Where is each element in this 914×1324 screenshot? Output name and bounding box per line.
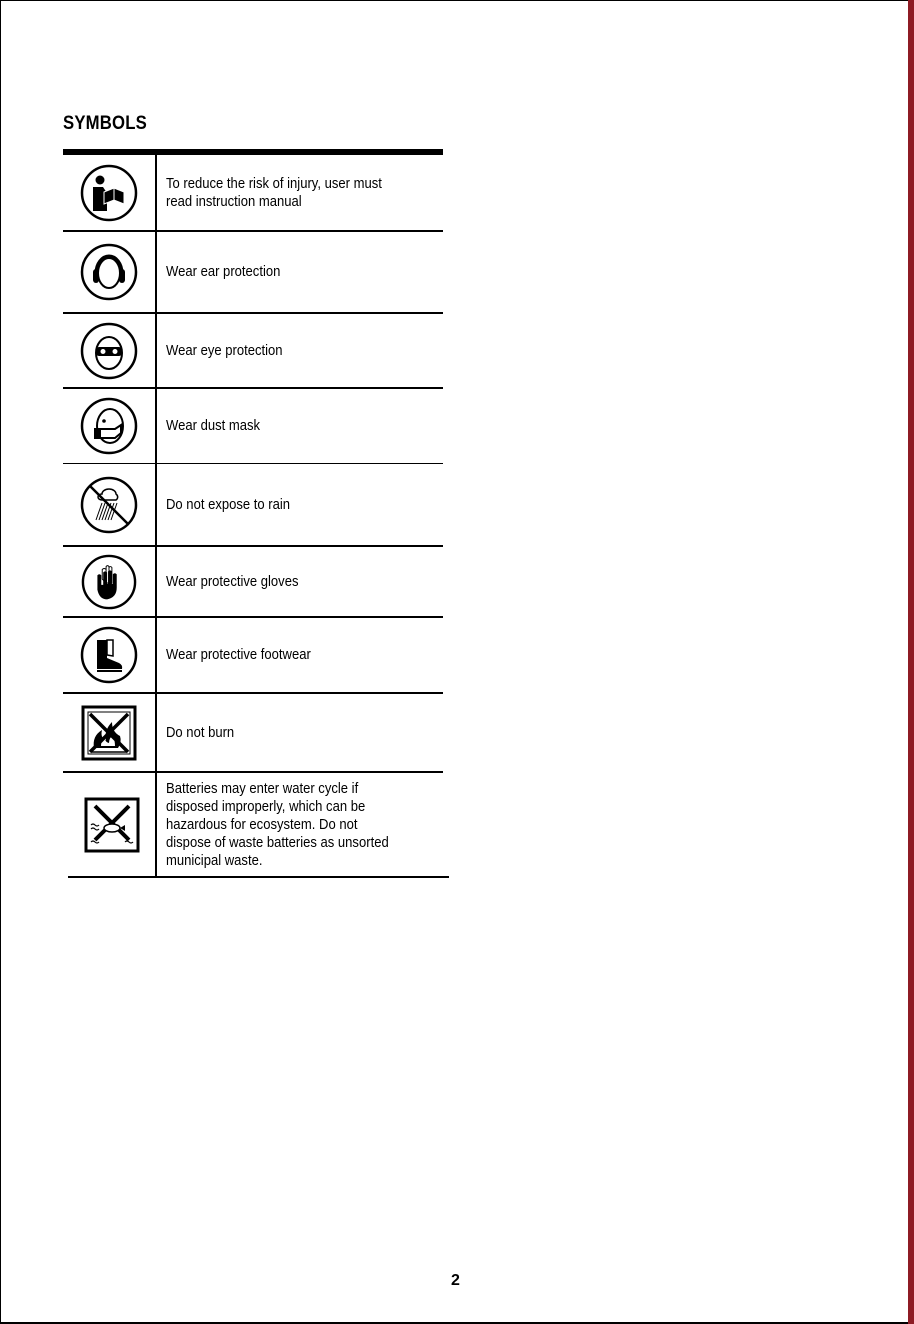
read-manual-icon — [80, 164, 138, 222]
symbol-row — [68, 773, 449, 878]
no-rain-icon — [80, 476, 138, 534]
symbol-row — [63, 547, 443, 618]
symbol-icon-cell — [63, 618, 157, 692]
symbol-icon-cell — [63, 389, 157, 463]
symbol-row — [63, 464, 443, 547]
symbol-row — [63, 618, 443, 694]
eye-protection-icon — [80, 322, 138, 380]
symbol-row — [63, 389, 443, 464]
page-number: 2 — [451, 1272, 460, 1289]
ear-protection-icon — [80, 243, 138, 301]
symbol-icon-cell — [63, 694, 157, 771]
symbol-row — [63, 155, 443, 232]
symbol-icon-cell — [63, 314, 157, 387]
symbol-description: Wear dust mask — [166, 418, 261, 434]
dust-mask-icon — [80, 397, 138, 455]
symbol-icon-cell — [68, 773, 157, 876]
section-title: SYMBOLS — [63, 113, 147, 134]
page-edge-accent — [908, 0, 914, 1324]
symbol-description: Wear protective footwear — [166, 647, 311, 663]
symbol-row — [63, 694, 443, 773]
no-water-disposal-icon — [83, 796, 141, 854]
symbol-icon-cell — [63, 464, 157, 545]
symbol-description: To reduce the risk of injury, user must read instruction manual — [166, 175, 382, 210]
symbol-description: Wear ear protection — [166, 264, 281, 280]
symbol-description: Wear eye protection — [166, 342, 283, 359]
symbol-icon-cell — [63, 155, 157, 230]
symbol-description: Do not expose to rain — [166, 496, 291, 513]
symbol-icon-cell — [63, 232, 157, 312]
symbol-icon-cell — [63, 547, 157, 616]
gloves-icon — [81, 554, 137, 610]
do-not-burn-icon — [80, 704, 138, 762]
symbol-row — [63, 314, 443, 389]
symbol-row — [63, 232, 443, 314]
symbol-description: Wear protective gloves — [166, 573, 299, 590]
symbol-description: Do not burn — [166, 724, 235, 741]
footwear-icon — [80, 626, 138, 684]
page-border-left — [0, 0, 1, 1324]
page-border-top — [0, 0, 914, 1]
symbol-description: Batteries may enter water cycle if disposed improperly, which can be hazardous for ecosystem. Do not dispose of waste batteries as unsorted municipal waste. — [166, 780, 389, 869]
